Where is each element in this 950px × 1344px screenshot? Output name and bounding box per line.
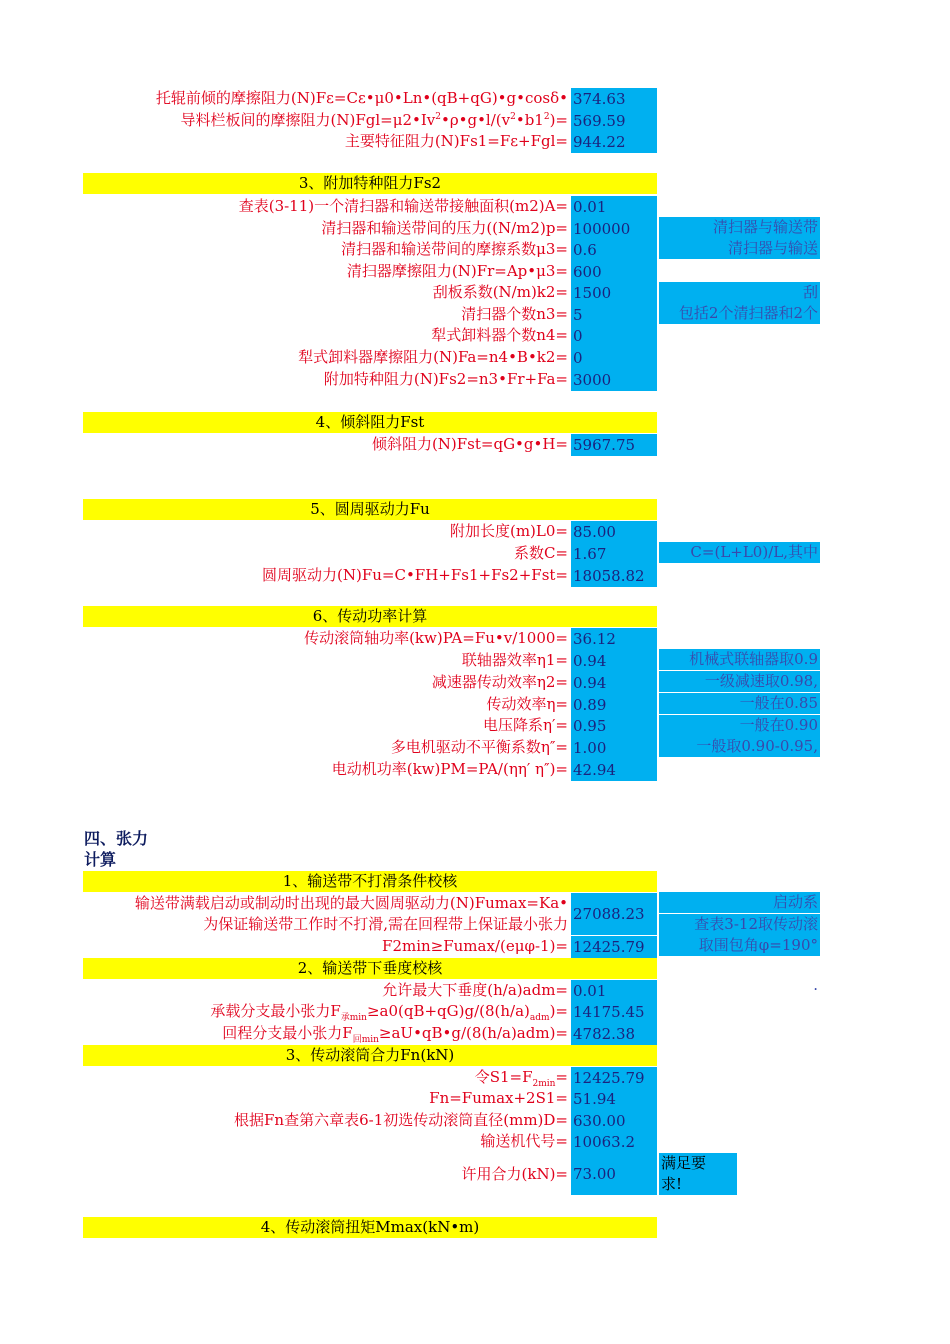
row-value-cell[interactable]: 1500	[571, 282, 657, 304]
note-cell: 清扫器与输送带	[659, 217, 820, 238]
row-value-cell[interactable]: 0.95	[571, 715, 657, 737]
note-cell: 机械式联轴器取0.9	[659, 649, 820, 670]
section-header: 2、输送带下垂度校核	[83, 958, 657, 979]
row-label: 电动机功率(kw)PM=PA/(ηη′ η″)=	[331, 760, 568, 778]
row-value-cell[interactable]: 3000	[571, 369, 657, 391]
note-cell: 刮	[659, 282, 820, 303]
row-label: 圆周驱动力(N)Fu=C•FH+Fs1+Fs2+Fst=	[262, 566, 568, 584]
row-label: 附加长度(m)L0=	[449, 522, 568, 540]
row-value-cell[interactable]: 569.59	[571, 110, 657, 132]
row-label: 根据Fn查第六章表6-1初选传动滚筒直径(mm)D=	[234, 1111, 568, 1129]
row-label: 传动滚筒轴功率(kw)PA=Fu•v/1000=	[304, 629, 568, 647]
row-label: 减速器传动效率η2=	[431, 673, 568, 691]
row-label: 查表(3-11)一个清扫器和输送带接触面积(m2)A=	[238, 197, 568, 215]
row-label: 系数C=	[513, 544, 568, 562]
section-header: 4、倾斜阻力Fst	[83, 412, 657, 433]
row-value-cell[interactable]: 0.6	[571, 239, 657, 261]
row-label: 清扫器个数n3=	[461, 305, 568, 323]
row-value-cell[interactable]: 10063.2	[571, 1131, 657, 1153]
status-line-2: 求!	[661, 1175, 683, 1193]
row-value-cell[interactable]: 0	[571, 325, 657, 347]
row-value-cell[interactable]: 73.00	[571, 1153, 657, 1195]
note-cell: 包括2个清扫器和2个	[659, 303, 820, 324]
row-label: 承载分支最小张力$F_{承min}\ge a0(qB+qG)g/(8(h/a)_{adm})=$	[210, 1002, 568, 1023]
note-cell: 查表3-12取传动滚	[659, 914, 820, 935]
note-cell: 清扫器与输送	[659, 238, 820, 259]
note-cell: 启动系	[659, 892, 820, 913]
row-label: 电压降系η′=	[483, 716, 568, 734]
row-value-cell[interactable]: 18058.82	[571, 565, 657, 587]
row-label: Fn=Fumax+2S1=	[429, 1089, 568, 1107]
row-label: 刮板系数(N/m)k2=	[432, 283, 568, 301]
chapter-title-line2: 计算	[84, 850, 117, 869]
row-value-cell[interactable]: 27088.23	[571, 893, 657, 935]
row-value-cell[interactable]: 12425.79	[571, 936, 657, 958]
row-label: 联轴器效率η1=	[461, 651, 568, 669]
row-value-cell[interactable]: 42.94	[571, 759, 657, 781]
section-header: 1、输送带不打滑条件校核	[83, 871, 657, 892]
section-header: 3、附加特种阻力Fs2	[83, 173, 657, 194]
section-header: 3、传动滚筒合力Fn(kN)	[83, 1045, 657, 1066]
section-header: 6、传动功率计算	[83, 606, 657, 627]
note-cell: 一般取0.90-0.95,	[659, 736, 820, 757]
row-label: 主要特征阻力(N)Fs1=Fε+Fgl=	[344, 132, 568, 150]
row-label: 清扫器和输送带间的摩擦系数μ3=	[341, 240, 568, 258]
row-label: 令$S1=F_{2min}=$	[474, 1068, 568, 1089]
row-label: 附加特种阻力(N)Fs2=n3•Fr+Fa=	[323, 370, 568, 388]
note-cell: ·	[659, 979, 820, 1000]
row-label: 多电机驱动不平衡系数η″=	[390, 738, 568, 756]
chapter-title-line1: 四、张力	[84, 829, 149, 848]
row-value-cell[interactable]: 630.00	[571, 1110, 657, 1132]
row-value-cell[interactable]: 0	[571, 347, 657, 369]
status-badge	[659, 1153, 737, 1195]
row-value-cell[interactable]: 85.00	[571, 521, 657, 543]
note-cell: 一般在0.90	[659, 715, 820, 736]
row-value-cell[interactable]: 100000	[571, 218, 657, 240]
status-line-1: 满足要	[661, 1154, 707, 1172]
row-label: 允许最大下垂度(h/a)adm=	[382, 981, 568, 999]
row-label: 倾斜阻力(N)Fst=qG•g•H=	[371, 435, 568, 453]
row-value-cell[interactable]: 0.01	[571, 196, 657, 218]
row-value-cell[interactable]: 0.94	[571, 672, 657, 694]
note-cell: 一级减速取0.98,	[659, 671, 820, 692]
row-label: 清扫器摩擦阻力(N)Fr=Ap•μ3=	[346, 262, 568, 280]
row-value-cell[interactable]: 0.01	[571, 980, 657, 1002]
row-label: 许用合力(kN)=	[461, 1165, 568, 1183]
row-value-cell[interactable]: 1.00	[571, 737, 657, 759]
row-label: 为保证输送带工作时不打滑,需在回程带上保证最小张力	[203, 915, 568, 933]
row-label: 托辊前倾的摩擦阻力(N)Fε=Cε•μ0•Ln•(qB+qG)•g•cosδ•	[155, 89, 568, 107]
row-label: 犁式卸料器摩擦阻力(N)Fa=n4•B•k2=	[298, 348, 568, 366]
row-label: 回程分支最小张力$F_{回min}\ge aU•qB•g/(8(h/a)adm)=$	[222, 1024, 568, 1045]
row-label: 输送机代号=	[480, 1132, 568, 1150]
row-value-cell[interactable]: 1.67	[571, 543, 657, 565]
row-label: 传动效率η=	[486, 695, 568, 713]
section-header: 5、圆周驱动力Fu	[83, 499, 657, 520]
row-value-cell[interactable]: 600	[571, 261, 657, 283]
note-cell: C=(L+L0)/L,其中	[659, 542, 820, 563]
note-cell: 取围包角φ=190°	[659, 935, 820, 956]
row-value-cell[interactable]: 14175.45	[571, 1001, 657, 1023]
row-value-cell[interactable]: 36.12	[571, 628, 657, 650]
row-value-cell[interactable]: 944.22	[571, 131, 657, 153]
row-value-cell[interactable]: 12425.79	[571, 1067, 657, 1089]
row-value-cell[interactable]: 374.63	[571, 88, 657, 110]
row-label: 导料栏板间的摩擦阻力$(N)Fgl=\mu 2•Iv^2•\rho•g•l/(v^2•b1^2)=$	[180, 111, 568, 129]
row-label: 清扫器和输送带间的压力((N/m2)p=	[321, 219, 568, 237]
row-value-cell[interactable]: 5967.75	[571, 434, 657, 456]
row-value-cell[interactable]: 4782.38	[571, 1023, 657, 1045]
row-label: 输送带满载启动或制动时出现的最大圆周驱动力(N)Fumax=Ka•	[134, 894, 568, 912]
section-header: 4、传动滚筒扭矩Mmax(kN•m)	[83, 1217, 657, 1238]
row-value-cell[interactable]: 0.94	[571, 650, 657, 672]
row-label: 犁式卸料器个数n4=	[431, 326, 568, 344]
note-cell: 一般在0.85	[659, 693, 820, 714]
row-label: F2min≥Fumax/(eμφ-1)=	[382, 937, 568, 955]
row-value-cell[interactable]: 51.94	[571, 1088, 657, 1110]
row-value-cell[interactable]: 0.89	[571, 694, 657, 716]
row-value-cell[interactable]: 5	[571, 304, 657, 326]
